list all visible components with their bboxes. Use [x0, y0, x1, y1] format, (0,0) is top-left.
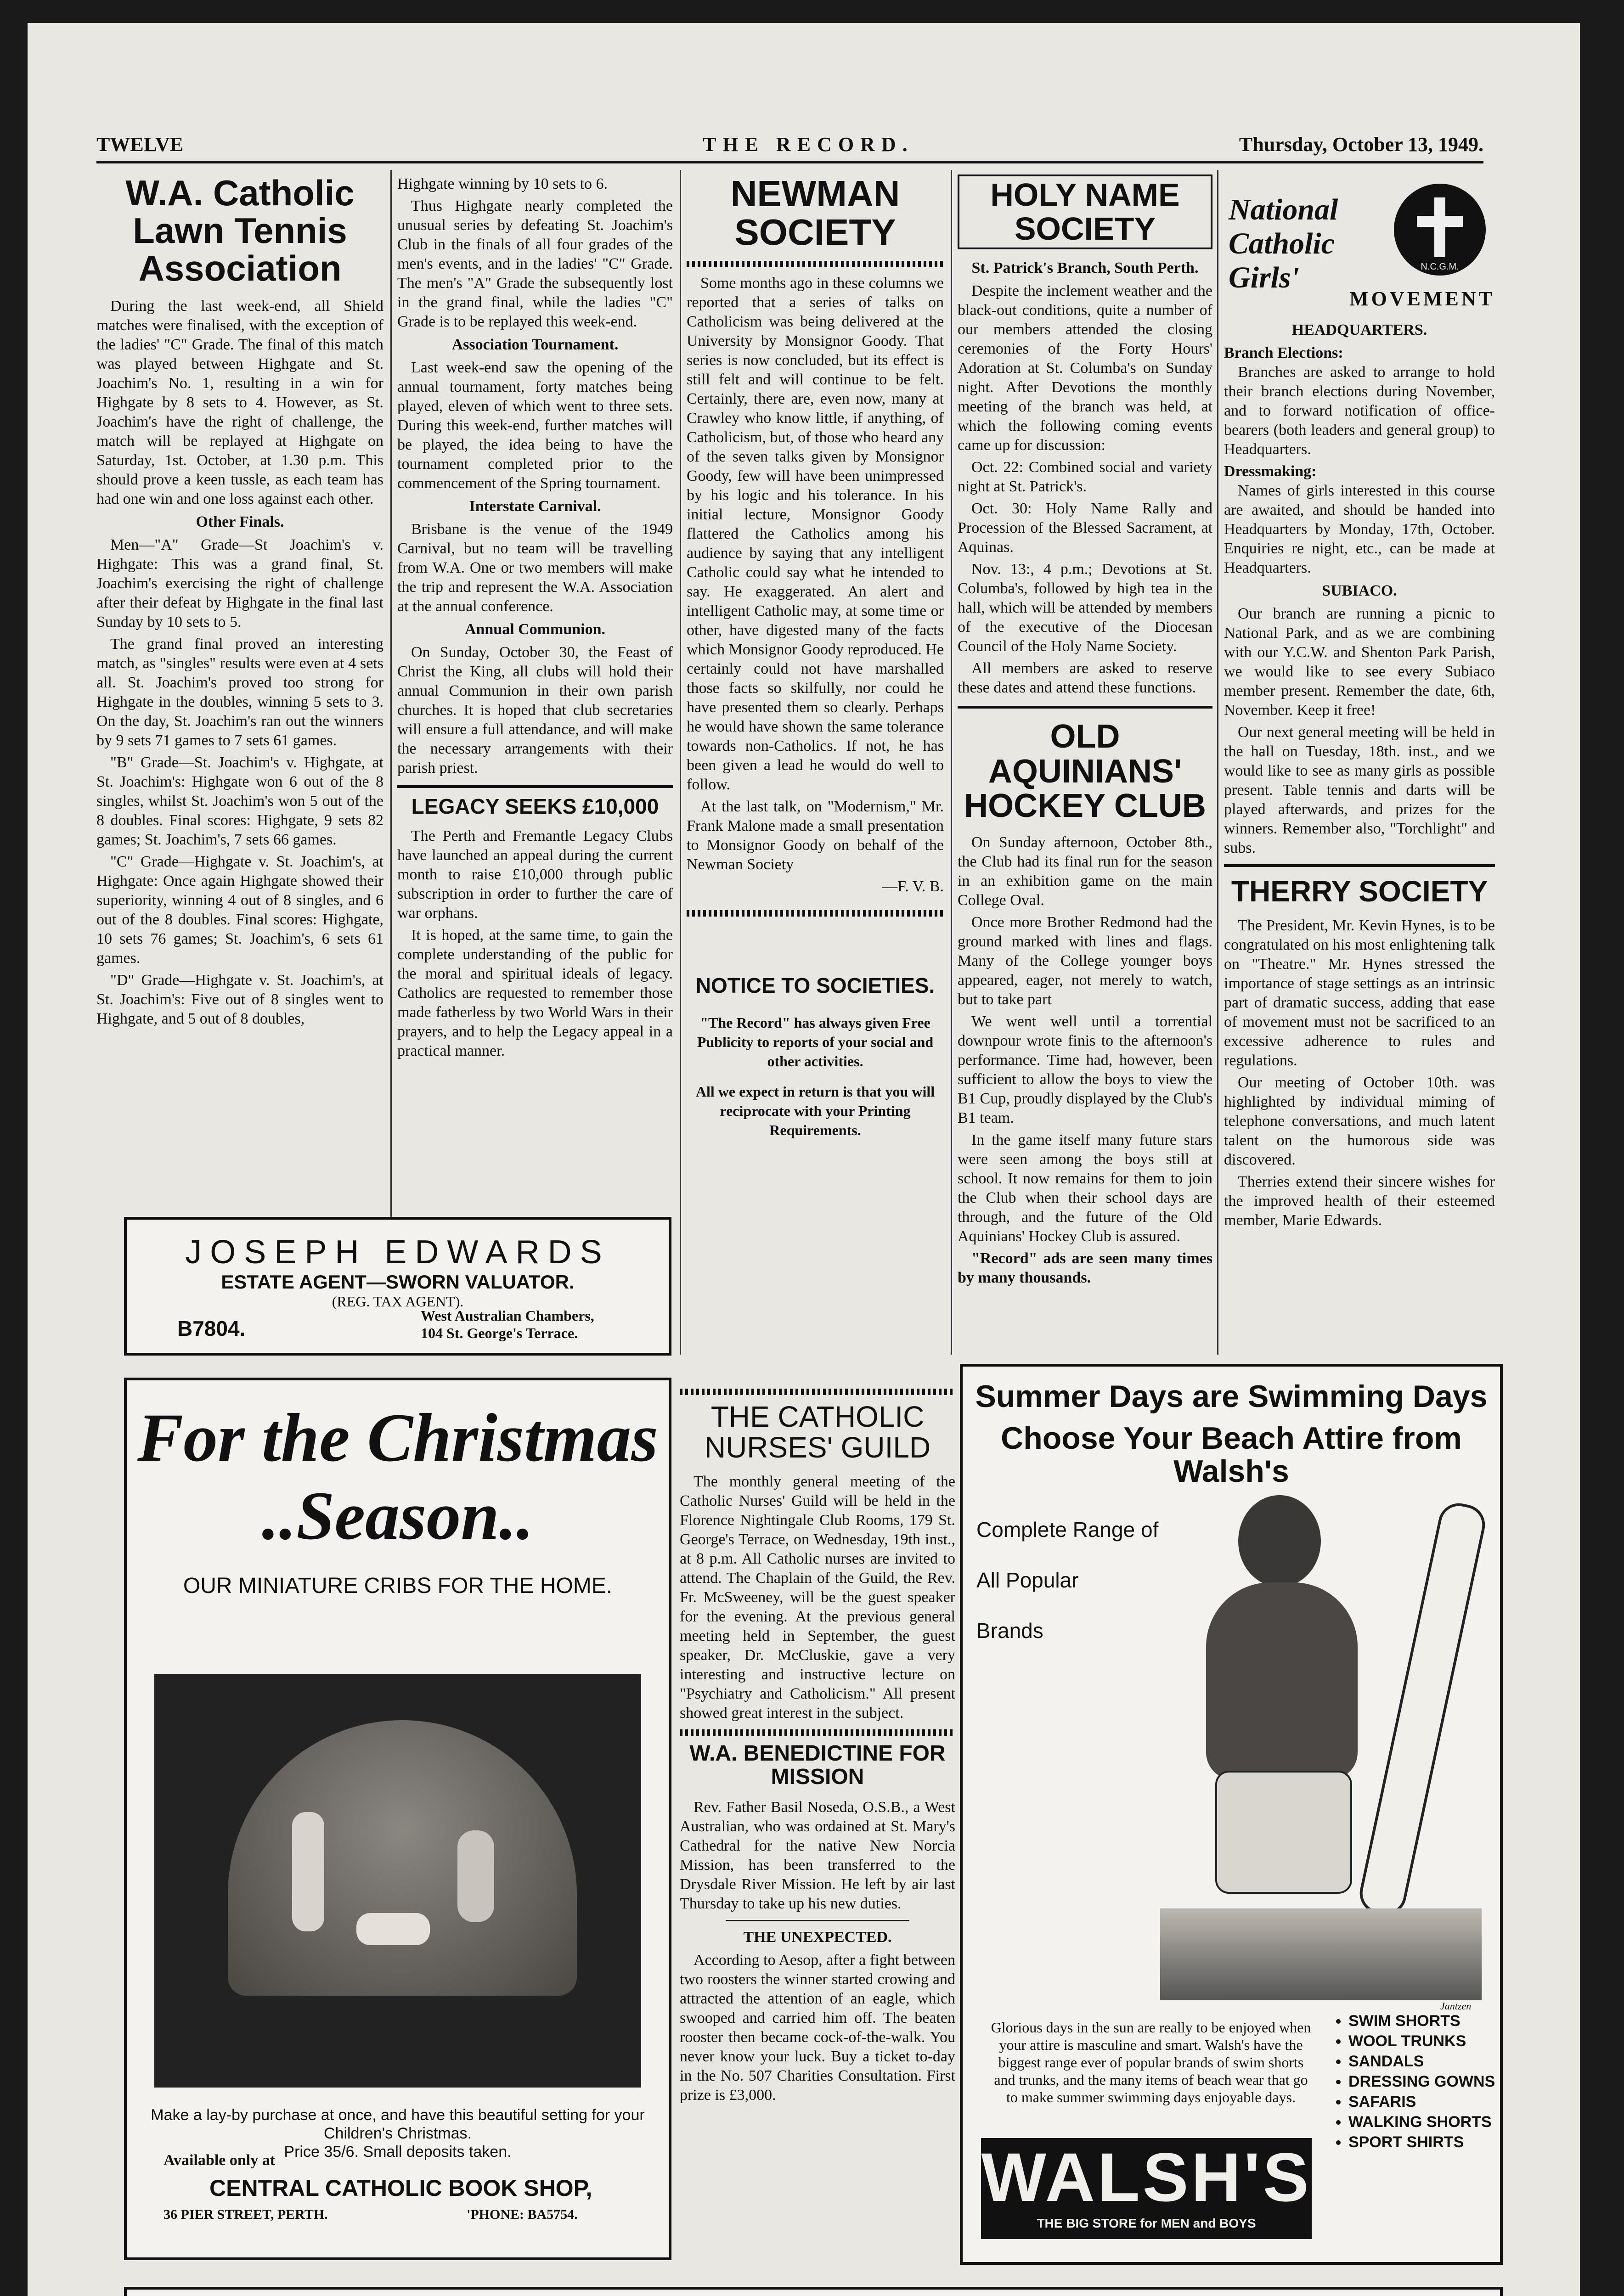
paragraph: "B" Grade—St. Joachim's v. Highgate, at St. Joachim's: Highgate won 6 out of the 8 singles, whilst St. Joachim's won 5 out of the 8 doubles. Final scores: Highgate, 9 sets 82 games; St. Joachim's, 7 sets 66 games. [96, 754, 383, 848]
shop-phone: 'PHONE: BA5754. [467, 2207, 578, 2222]
ad-headline: Summer Days are Swimming Days [975, 1379, 1488, 1414]
paragraph: Branches are asked to arrange to hold their branch elections during November, and to forward notification of office-bearers (both leaders and general group) to Headquarters. [1224, 364, 1495, 458]
ad-subhead: OUR MINIATURE CRIBS FOR THE HOME. [183, 1574, 613, 1598]
subheading: St. Patrick's Branch, South Perth. [971, 259, 1199, 276]
ad-phone: B7804. [177, 1317, 246, 1340]
subheading: Interstate Carnival. [469, 498, 601, 515]
subheading: Dressmaking: [1224, 463, 1317, 480]
logo-tagline: THE BIG STORE for MEN and BOYS [1037, 2216, 1256, 2230]
guilfoyle-ad [124, 2287, 1503, 2296]
paragraph: Our branch are running a picnic to National Park, and as we are combining with our Y.C.W. and Shenton Park Parish, we would like to see every Subiaco member present. Remember the date, 6th, November. Keep it free! [1224, 605, 1495, 719]
ad-text: Glorious days in the sun are really to be enjoyed when your attire is masculine and smart. Walsh's have the biggest range ever of popular brands of swim shorts and trunks, and the many items of beach wear that go to make summer swimming days enjoyable days. [991, 2019, 1311, 2105]
divider [687, 261, 944, 267]
newspaper-page [28, 23, 1580, 2296]
column-rule [680, 170, 681, 1355]
product-item: • SAFARIS [1348, 2093, 1514, 2110]
swimmer-illustration-icon [1160, 1486, 1482, 2000]
notice-title: NOTICE TO SOCIETIES. [695, 974, 935, 997]
page-header [96, 106, 1483, 163]
ad-text: All Popular [976, 1568, 1079, 1592]
column-rule [390, 170, 392, 1263]
paragraph: "C" Grade—Highgate v. St. Joachim's, at Highgate: Once again Highgate showed their superiority, winning 4 out of 8 singles, and 6 out of the 8 doubles. Final scores: Highgate, 10 sets 76 games; St. Joachim's, 6 sets 61 games. [96, 853, 383, 967]
benedictine-title: W.A. BENEDICTINE FOR MISSION [689, 1741, 946, 1789]
ad-text: Available only at [164, 2152, 276, 2169]
column-rule [1217, 170, 1218, 1355]
subheading: Association Tournament. [451, 336, 619, 353]
divider [687, 910, 944, 917]
subheading: SUBIACO. [1322, 582, 1397, 599]
artist-credit: Jantzen [1440, 2000, 1472, 2012]
notice-text: All we expect in return is that you will reciprocate with your Printing Requirements. [695, 1083, 935, 1138]
edwards-ad [124, 1217, 671, 1356]
paragraph: We went well until a torrential downpour wrote finis to the afternoon's performance. Time had, however, been sufficient to allow the boys to view the B1 Cup, proudly displayed by the Club's B1 team. [958, 1013, 1212, 1126]
nurses-title: THE CATHOLIC NURSES' GUILD [704, 1400, 931, 1464]
tennis-article [96, 174, 383, 1263]
paragraph: All members are asked to reserve these dates and attend these functions. [958, 660, 1212, 696]
divider [958, 706, 1212, 709]
ad-reg: (REG. TAX AGENT). [332, 1293, 464, 1310]
paragraph: Nov. 13:, 4 p.m.; Devotions at St. Columba's, followed by high tea in the hall, which will be attended by members of the executive of the Diocesan Council of the Holy Name Society. [958, 561, 1212, 655]
holyname-article [958, 174, 1212, 1350]
paragraph: Last week-end saw the opening of the annual tournament, forty matches being played, eleven of which went to three sets. During this week-end, further matches will be played, the idea being to have the tournament completed prior to the commencement of the Spring tournament. [397, 359, 673, 492]
divider [397, 785, 673, 788]
divider [1224, 864, 1495, 867]
paragraph: Names of girls interested in this course are awaited, and should be handed into Headquarters by Monday, 17th, October. Enquiries re night, etc., can be made at Headquarters. [1224, 482, 1495, 576]
christmas-ad [124, 1378, 671, 2260]
paragraph: During the last week-end, all Shield matches were finalised, with the exception of the ladies' "C" Grade. The final of this match was played between Highgate and St. Joachim's No. 1, resulting in a win for Highgate by 8 sets to 4. However, as St. Joachim's have the right of challenge, the match will be replayed at Highgate on Saturday, 1st. October, at 1.30 p.m. This should prove a keen tussle, as each team has had one win and one loss against each other. [96, 297, 383, 507]
subheading: Branch Elections: [1224, 344, 1343, 361]
subheading: HEADQUARTERS. [1291, 321, 1427, 338]
shop-address: 36 PIER STREET, PERTH. [164, 2207, 328, 2222]
hockey-title: OLD AQUINIANS' HOCKEY CLUB [964, 718, 1206, 825]
ad-headline: For the Christmas [137, 1400, 658, 1476]
paragraph: Men—"A" Grade—St Joachim's v. Highgate: This was a grand final, St. Joachim's exercising the right of challenge after their defeat by Highgate in the final last Sunday by 10 sets to 5. [96, 536, 383, 630]
paragraph: Oct. 22: Combined social and variety night at St. Patrick's. [958, 459, 1212, 495]
girls-article [1224, 174, 1495, 1350]
ad-role: ESTATE AGENT—SWORN VALUATOR. [221, 1271, 575, 1293]
paragraph: In the game itself many future stars were seen among the boys still at school. It now remains for them to join the Club when their school days are through, and the future of the Old Aquinians' Hockey Club is assured. [958, 1131, 1212, 1245]
product-item: • WOOL TRUNKS [1348, 2032, 1514, 2050]
nurses-article [680, 1382, 955, 2259]
paragraph: It is hoped, at the same time, to gain the complete understanding of the public for the moral and spiritual ideals of legacy. Catholics are requested to remember those made fatherless by two World Wars in their prayers, and to help the Legacy appeal in a practical manner. [397, 927, 673, 1060]
ad-text: Make a lay-by purchase at once, and have this beautiful setting for your Children's Christmas. [151, 2106, 645, 2142]
divider [680, 1729, 955, 1736]
product-item: • SWIM SHORTS [1348, 2012, 1514, 2030]
paper-name: THE RECORD. [703, 133, 914, 156]
paragraph: Highgate winning by 10 sets to 6. [397, 175, 608, 192]
crib-photo-icon [154, 1674, 641, 2088]
tennis-continued [397, 174, 673, 1263]
cross-logo-icon [1394, 184, 1486, 276]
subheading: THE UNEXPECTED. [743, 1929, 892, 1946]
paragraph: Thus Highgate nearly completed the unusual series by defeating St. Joachim's Club in the finals of all four grades of the men's events, and in the ladies' "C" Grade. The men's "A" Grade the subsequently lost in the grand final, while the ladies "C" Grade is to be replayed this week-end. [397, 197, 673, 330]
paragraph: Some months ago in these columns we reported that a series of talks on Catholicism was being delivered at the University by Monsignor Goody. That series is now concluded, but its effect is still felt and will continue to be felt. Certainly, there are, even now, many at Crawley who know little, if anything, of Catholicism, but, of those who heard any of the seven talks given by Monsignor Goody, few will have been unimpressed by his logic and his tolerance. In his initial lecture, Monsignor Goody flattered the Catholics among his audience by saying that any intelligent Catholic could say what he intended to say. He exaggerated. An alert and intelligent Catholic may, at some time or other, have digested many of the facts which Monsignor Goody reproduced. He certainly could not have marshalled those facts so skilfully, nor could he have presented them so clearly. Perhaps he would have shown the same tolerance towards non-Catholics. If not, he has been given a lead he would do well to follow. [687, 275, 944, 793]
logo-text: N.C.G.M. [1421, 262, 1459, 272]
newman-article [687, 174, 944, 1350]
paragraph: Therries extend their sincere wishes for the improved health of their esteemed member, Marie Edwards. [1224, 1173, 1495, 1229]
masthead-line: National [1229, 193, 1338, 226]
column-rule [951, 170, 952, 1355]
ad-name: JOSEPH EDWARDS [185, 1234, 610, 1271]
walsh-logo [981, 2138, 1312, 2239]
paragraph: At the last talk, on "Modernism," Mr. Frank Malone made a small presentation to Monsignor Goody on behalf of the Newman Society [687, 798, 944, 873]
paragraph: The Perth and Fremantle Legacy Clubs have launched an appeal during the current month to raise £10,000 through public subscription in order to further the care of war orphans. [397, 827, 673, 922]
newman-title: NEWMAN SOCIETY [730, 174, 900, 253]
subheading: Annual Communion. [464, 621, 606, 638]
logo-text: WALSH'S [981, 2138, 1312, 2216]
paragraph: The President, Mr. Kevin Hynes, is to be congratulated on his most enlightening talk on "Theatre." Mr. Hynes stressed the importance of stage settings as an intrinsic part of dramatic success, adding that ease of movement must not be sacrificed to an excessive adherence to rules and regulations. [1224, 917, 1495, 1069]
article-title: W.A. Catholic Lawn Tennis Association [125, 174, 355, 288]
page-number: TWELVE [96, 133, 184, 156]
paragraph: Once more Brother Redmond had the ground marked with lines and flags. Many of the College younger boys appeared, eager, not merely to watch, but to take part [958, 913, 1212, 1008]
therry-title: THERRY SOCIETY [1231, 875, 1488, 908]
shop-name: CENTRAL CATHOLIC BOOK SHOP, [209, 2175, 592, 2201]
paragraph: Oct. 30: Holy Name Rally and Procession of the Blessed Sacrament, at Aquinas. [958, 500, 1212, 556]
paragraph: Rev. Father Basil Noseda, O.S.B., a West Australian, who was ordained at St. Mary's Cathedral for the native New Norcia Mission, has been transferred to the Drysdale River Mission. He left by air last Thursday to take up his new duties. [680, 1799, 955, 1913]
paragraph: The grand final proved an interesting match, as "singles" results were even at 4 sets all. St. Joachim's proved too strong for Highgate in the doubles, winning 5 sets to 3. On the day, St. Joachim's ran out the winners by 9 sets 71 games to 7 sets 61 games. [96, 635, 383, 749]
paragraph: Our next general meeting will be held in the hall on Tuesday, 18th. inst., and we would like to see as many girls as possible present. Table tennis and darts will be played afterwards, and prizes for the winners. Remember also, "Torchlight" and subs. [1224, 724, 1495, 856]
ad-text: Complete Range of [976, 1518, 1159, 1542]
paragraph: On Sunday afternoon, October 8th., the Club had its final run for the season in an exhibition game on the main College Oval. [958, 833, 1212, 909]
ad-note: "Record" ads are seen many times by many thousands. [958, 1249, 1212, 1286]
ad-address: West Australian Chambers, [421, 1307, 594, 1324]
product-item: • SANDALS [1348, 2053, 1514, 2070]
divider [726, 1920, 909, 1921]
masthead-line: Catholic [1229, 227, 1335, 260]
paragraph: Despite the inclement weather and the black-out conditions, quite a number of our members attended the closing ceremonies of the Forty Hours' Adoration at St. Columba's on Sunday night. After Devotions the monthly meeting of the branch was held, at which the following coming events came up for discussion: [958, 282, 1212, 454]
ad-headline: Choose Your Beach Attire from Walsh's [1001, 1421, 1462, 1489]
issue-date: Thursday, October 13, 1949. [1239, 133, 1483, 156]
notice-text: "The Record" has always given Free Publicity to reports of your social and other activities. [697, 1014, 934, 1069]
paragraph: Brisbane is the venue of the 1949 Carnival, but no team will be travelling from W.A. One or two members will make the trip and represent the W.A. Association at the annual conference. [397, 521, 673, 615]
product-item: • WALKING SHORTS [1348, 2113, 1514, 2131]
product-item: • DRESSING GOWNS [1348, 2073, 1514, 2090]
byline: —F. V. B. [882, 878, 944, 895]
ad-headline: ..Season.. [262, 1478, 534, 1554]
paragraph: On Sunday, October 30, the Feast of Christ the King, all clubs will hold their annual Communion in their own parish churches. It is hoped that club secretaries will ensure a full attendance, and will make the necessary arrangements with their parish priest. [397, 644, 673, 777]
product-item: • SPORT SHIRTS [1348, 2133, 1514, 2151]
holyname-title: HOLY NAME SOCIETY [958, 174, 1212, 249]
subheading: Other Finals. [196, 513, 284, 530]
paragraph: "D" Grade—Highgate v. St. Joachim's, at St. Joachim's: Five out of 8 singles went to Highgate, and 5 out of 8 doubles, [96, 971, 383, 1027]
paragraph: Our meeting of October 10th. was highlighted by individual miming of telephone conversations, and much latent talent on the humorous side was discovered. [1224, 1074, 1495, 1169]
masthead-line: MOVEMENT [1349, 287, 1495, 310]
paragraph: The monthly general meeting of the Catholic Nurses' Guild will be held in the Florence Nightingale Club Rooms, 179 St. George's Terrace, on Wednesday, 19th inst., at 8 p.m. All Catholic nurses are invited to attend. The Chaplain of the Guild, the Rev. Fr. McSweeney, will be the guest speaker for the evening. At the previous general meeting held in September, the guest speaker, Dr. McCluskie, gave a very interesting and instructive lecture on "Psychiatry and Catholicism." All present showed great interest in the subject. [680, 1473, 955, 1722]
legacy-title: LEGACY SEEKS £10,000 [411, 794, 659, 818]
paragraph: According to Aesop, after a fight between two roosters the winner started crowing and attracted the attention of an eagle, which swooped and carried him off. The beaten rooster then became cock-of-the-walk. You never know your luck. Buy a ticket to-day in the No. 507 Charities Consultation. First prize is £3,000. [680, 1952, 955, 2104]
divider [680, 1389, 955, 1395]
walsh-ad [960, 1364, 1503, 2265]
ad-address: 104 St. George's Terrace. [421, 1325, 578, 1341]
product-list [1330, 2009, 1514, 2154]
masthead-line: Girls' [1229, 261, 1300, 294]
girls-masthead [1224, 174, 1495, 317]
ad-text: Brands [976, 1619, 1043, 1643]
ad-text: Price 35/6. Small deposits taken. [284, 2143, 512, 2161]
